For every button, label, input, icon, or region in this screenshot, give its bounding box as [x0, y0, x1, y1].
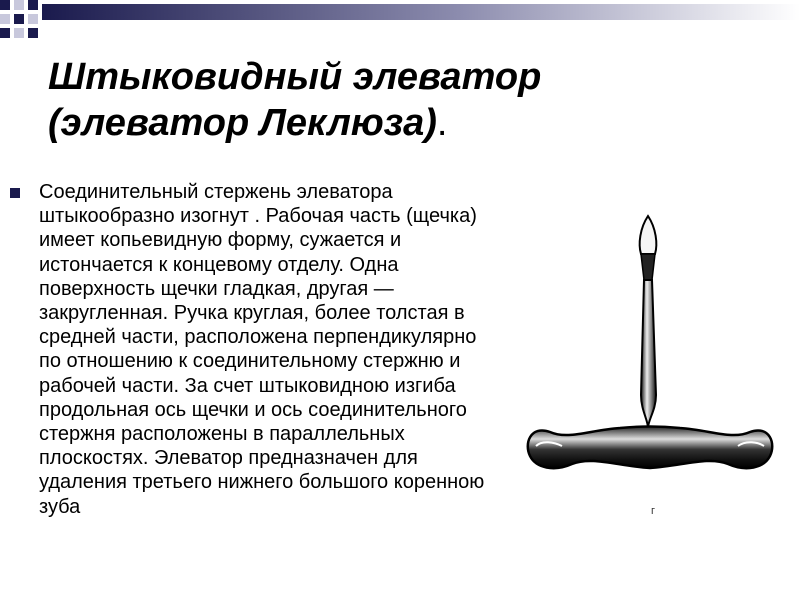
decor-square	[14, 0, 24, 10]
header-gradient-band	[42, 4, 800, 20]
bullet-text: Соединительный стержень элеватора штыкообразно изогнут . Рабочая часть (щечка) имеет копьевидную форму, сужается и истончается к концевому отделу. Одна поверхность щечки гладкая, другая — закругленная. Ручка круглая, более толстая в средней части, расположена перпендикулярно по отношению к соединительному стержню и рабочей части. За счет штыковидною изгиба продольная ось щечки и ось соединительного стержня расположены в параллельных плоскостях. Элеватор предназначен для удаления третьего нижнего большого коренною зуба	[39, 181, 485, 518]
decor-square	[28, 0, 38, 10]
instrument-neck	[641, 254, 655, 280]
bullet-list	[10, 180, 499, 519]
elevator-instrument-image	[520, 210, 780, 510]
decor-square	[0, 28, 10, 38]
instrument-handle	[528, 427, 772, 469]
decor-square	[0, 14, 10, 24]
figure-label: г	[651, 505, 656, 517]
decor-square	[0, 0, 10, 10]
square-bullet-icon	[10, 188, 20, 198]
decor-square	[14, 28, 24, 38]
header-decoration	[0, 0, 800, 50]
bullet-item	[10, 180, 499, 519]
instrument-blade	[640, 216, 657, 254]
decor-square	[14, 14, 24, 24]
slide-title-text: Штыковидный элеватор (элеватор Леклюза)	[48, 56, 542, 144]
slide-title-period: .	[436, 102, 448, 144]
slide-title	[48, 54, 688, 146]
decor-square	[28, 28, 38, 38]
decor-square	[28, 14, 38, 24]
instrument-shaft	[641, 280, 656, 428]
